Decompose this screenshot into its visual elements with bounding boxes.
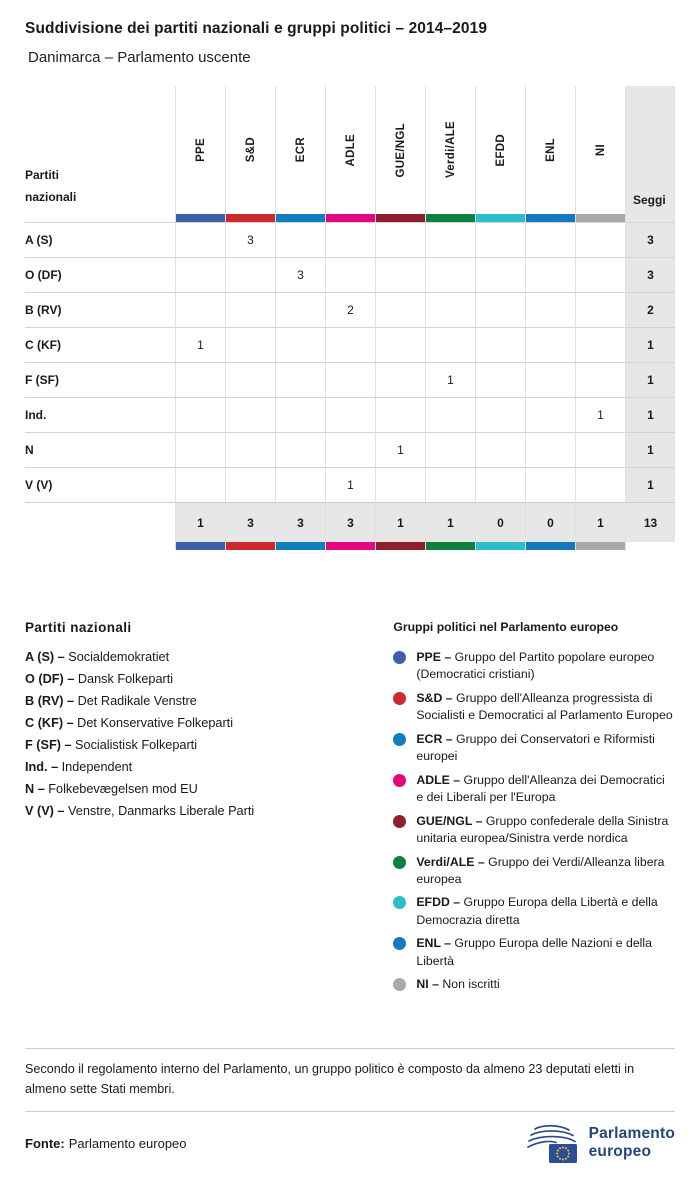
seat-cell-b-rv-ppe: [175, 292, 225, 327]
group-legend-text-wrap: [416, 976, 499, 993]
group-legend-text-wrap: [416, 813, 675, 848]
group-color-bar: [526, 542, 575, 550]
seat-cell-a-s-adle: [325, 222, 375, 257]
seat-cell-o-df-verdi-ale: [425, 257, 475, 292]
group-legend-text-wrap: [416, 690, 675, 725]
group-legend-text-wrap: [416, 854, 675, 889]
group-color-bar: [576, 542, 625, 550]
seat-cell-a-s-enl: [525, 222, 575, 257]
party-label-c-kf: C (KF): [25, 327, 175, 362]
group-legend-item: [393, 976, 675, 993]
seat-cell-b-rv-gue-ngl: [375, 292, 425, 327]
party-legend-item: [25, 650, 365, 664]
party-legend-label: A (S) –: [25, 650, 69, 664]
seat-cell-c-kf-ecr: [275, 327, 325, 362]
color-bar-ecr: [275, 542, 325, 550]
party-label-o-df: O (DF): [25, 257, 175, 292]
group-legend-text-wrap: [416, 649, 675, 684]
group-color-bar: [326, 542, 375, 550]
seat-cell-n-gue-ngl: 1: [375, 432, 425, 467]
party-label-a-s: A (S): [25, 222, 175, 257]
seat-cell-f-sf-adle: [325, 362, 375, 397]
group-legend-item: [393, 935, 675, 970]
party-legend-text: Folkebevægelsen mod EU: [48, 782, 198, 796]
group-header-label: GUE/NGL: [394, 122, 407, 178]
group-color-bar: [526, 214, 575, 222]
group-legend-text: Gruppo Europa delle Nazioni e della Libertà: [416, 936, 652, 968]
group-legend-text: Gruppo confederale della Sinistra unitaria europea/Sinistra verde nordica: [416, 813, 669, 846]
group-color-bar: [176, 214, 225, 222]
seat-cell-v-v-ppe: [175, 467, 225, 502]
party-legend-item: [25, 782, 365, 796]
color-bar-s-d: [225, 542, 275, 550]
seat-cell-v-v-adle: 1: [325, 467, 375, 502]
group-legend-label: ENL –: [416, 936, 455, 951]
seat-cell-f-sf-verdi-ale: 1: [425, 362, 475, 397]
seat-cell-a-s-ecr: [275, 222, 325, 257]
group-header-label: S&D: [244, 137, 257, 163]
color-bar-efdd: [475, 214, 525, 222]
group-color-dot: [393, 733, 406, 746]
party-legend-text: Dansk Folkeparti: [77, 672, 174, 686]
color-bar-efdd: [475, 542, 525, 550]
party-label-ind: Ind.: [25, 397, 175, 432]
group-color-dot: [393, 896, 406, 909]
seat-cell-f-sf-ni: [575, 362, 625, 397]
group-legend-text: Gruppo del Partito popolare europeo (Democratici cristiani): [416, 650, 655, 682]
seat-cell-n-s-d: [225, 432, 275, 467]
group-header-ppe: [175, 86, 225, 214]
color-bar-ppe: [175, 214, 225, 222]
group-legend-text-wrap: [416, 935, 675, 970]
group-color-dot: [393, 774, 406, 787]
seat-cell-a-s-ni: [575, 222, 625, 257]
group-header-label: EFDD: [494, 133, 507, 167]
group-header-ecr: [275, 86, 325, 214]
color-bar-enl: [525, 542, 575, 550]
seat-cell-o-df-enl: [525, 257, 575, 292]
bar-row-end: [625, 542, 675, 550]
group-color-bar: [426, 214, 475, 222]
group-legend-label: EFDD –: [416, 895, 464, 910]
group-legend-text: Gruppo dei Conservatori e Riformisti europei: [416, 731, 655, 764]
group-header-s-d: [225, 86, 275, 214]
seat-cell-o-df-ppe: [175, 257, 225, 292]
seat-cell-ind-gue-ngl: [375, 397, 425, 432]
party-legend-item: [25, 716, 365, 730]
party-legend-text: Det Konservative Folkeparti: [77, 716, 234, 730]
group-legend-label: ECR –: [416, 731, 456, 746]
parties-table: [25, 86, 675, 550]
party-label-f-sf: F (SF): [25, 362, 175, 397]
seat-cell-n-ppe: [175, 432, 225, 467]
seat-cell-v-v-verdi-ale: [425, 467, 475, 502]
group-header-label: ADLE: [344, 133, 357, 167]
seat-cell-v-v-enl: [525, 467, 575, 502]
seat-cell-c-kf-verdi-ale: [425, 327, 475, 362]
seat-cell-o-df-ni: [575, 257, 625, 292]
group-header-ni: [575, 86, 625, 214]
party-legend-text: Independent: [61, 760, 133, 774]
party-legend-text: Socialdemokratiet: [68, 650, 170, 664]
seat-cell-a-s-verdi-ale: [425, 222, 475, 257]
group-legend-text: Gruppo Europa della Libertà e della Democrazia diretta: [416, 895, 658, 927]
total-cell-ecr: 3: [275, 502, 325, 542]
color-bar-ni: [575, 542, 625, 550]
legend-groups: [393, 620, 675, 1000]
seat-cell-n-enl: [525, 432, 575, 467]
seat-cell-c-kf-s-d: [225, 327, 275, 362]
seat-cell-f-sf-ecr: [275, 362, 325, 397]
group-legend-text-wrap: [416, 894, 675, 929]
ep-logo: [523, 1122, 675, 1164]
group-legend-item: [393, 772, 675, 807]
total-cell-efdd: 0: [475, 502, 525, 542]
group-color-bar: [176, 542, 225, 550]
seats-cell-o-df: 3: [625, 257, 675, 292]
source-text: Parlamento europeo: [68, 1135, 187, 1151]
seat-cell-o-df-efdd: [475, 257, 525, 292]
seat-cell-o-df-gue-ngl: [375, 257, 425, 292]
seat-cell-ind-enl: [525, 397, 575, 432]
seat-cell-b-rv-ni: [575, 292, 625, 327]
total-cell-ppe: 1: [175, 502, 225, 542]
total-cell-ni: 1: [575, 502, 625, 542]
party-legend-label: V (V) –: [25, 804, 69, 818]
group-color-bar: [476, 542, 525, 550]
group-legend-text-wrap: [416, 772, 675, 807]
legend: [25, 620, 675, 1000]
color-bar-ecr: [275, 214, 325, 222]
seat-cell-v-v-s-d: [225, 467, 275, 502]
seat-cell-ind-s-d: [225, 397, 275, 432]
legend-parties-list: [25, 650, 365, 818]
group-header-label: Verdi/ALE: [444, 121, 457, 179]
seat-cell-v-v-gue-ngl: [375, 467, 425, 502]
group-header-label: ENL: [544, 138, 557, 162]
color-bar-ppe: [175, 542, 225, 550]
group-color-bar: [326, 214, 375, 222]
seats-cell-b-rv: 2: [625, 292, 675, 327]
total-cell-s-d: 3: [225, 502, 275, 542]
seat-cell-b-rv-enl: [525, 292, 575, 327]
seat-cell-o-df-adle: [325, 257, 375, 292]
group-color-bar: [576, 214, 625, 222]
group-color-bar: [376, 542, 425, 550]
seats-cell-n: 1: [625, 432, 675, 467]
group-color-dot: [393, 815, 406, 828]
seat-cell-v-v-ni: [575, 467, 625, 502]
source: [25, 1136, 187, 1151]
party-label-n: N: [25, 432, 175, 467]
seat-cell-ind-ppe: [175, 397, 225, 432]
party-legend-text: Det Radikale Venstre: [77, 694, 197, 708]
color-bar-gue-ngl: [375, 214, 425, 222]
seats-header-label: Seggi: [633, 193, 666, 207]
color-bar-adle: [325, 542, 375, 550]
ep-logo-text: [589, 1125, 675, 1163]
color-bar-enl: [525, 214, 575, 222]
seat-cell-n-efdd: [475, 432, 525, 467]
group-legend-item: [393, 731, 675, 766]
group-color-dot: [393, 856, 406, 869]
seat-cell-a-s-ppe: [175, 222, 225, 257]
table-corner-text: Partiti nazionali: [25, 167, 77, 204]
seat-cell-f-sf-enl: [525, 362, 575, 397]
bar-row-spacer: [25, 214, 175, 222]
seat-cell-ind-verdi-ale: [425, 397, 475, 432]
total-cell-verdi-ale: 1: [425, 502, 475, 542]
seat-cell-c-kf-ppe: 1: [175, 327, 225, 362]
party-legend-label: O (DF) –: [25, 672, 78, 686]
total-cell-adle: 3: [325, 502, 375, 542]
party-legend-item: [25, 738, 365, 752]
party-legend-label: N –: [25, 782, 49, 796]
seat-cell-c-kf-efdd: [475, 327, 525, 362]
total-cell-gue-ngl: 1: [375, 502, 425, 542]
party-legend-text: Socialistisk Folkeparti: [75, 738, 198, 752]
seat-cell-f-sf-gue-ngl: [375, 362, 425, 397]
group-legend-label: PPE –: [416, 650, 455, 664]
seat-cell-ind-ecr: [275, 397, 325, 432]
group-color-dot: [393, 692, 406, 705]
group-header-efdd: [475, 86, 525, 214]
group-header-label: PPE: [194, 138, 207, 162]
seat-cell-b-rv-s-d: [225, 292, 275, 327]
seat-cell-o-df-s-d: [225, 257, 275, 292]
party-legend-text: Venstre, Danmarks Liberale Parti: [68, 804, 255, 818]
seat-cell-a-s-efdd: [475, 222, 525, 257]
group-legend-label: Verdi/ALE –: [416, 854, 489, 869]
seat-cell-b-rv-adle: 2: [325, 292, 375, 327]
group-legend-item: [393, 894, 675, 929]
seats-cell-a-s: 3: [625, 222, 675, 257]
party-legend-item: [25, 694, 365, 708]
seats-header: [625, 86, 675, 214]
party-legend-label: F (SF) –: [25, 738, 76, 752]
ep-logo-icon: [523, 1122, 581, 1164]
ep-logo-text-line2: europeo: [588, 1143, 652, 1161]
seat-cell-a-s-s-d: 3: [225, 222, 275, 257]
party-legend-label: B (RV) –: [25, 694, 78, 708]
legend-parties: [25, 620, 365, 1000]
group-legend-text: Gruppo dell'Alleanza dei Democratici e dei Liberali per l'Europa: [416, 772, 665, 805]
legend-groups-list: [393, 649, 675, 994]
group-color-bar: [276, 214, 325, 222]
group-legend-item: [393, 690, 675, 725]
color-bar-ni: [575, 214, 625, 222]
group-color-bar: [476, 214, 525, 222]
party-legend-item: [25, 760, 365, 774]
total-cell-enl: 0: [525, 502, 575, 542]
party-legend-item: [25, 672, 365, 686]
group-legend-item: [393, 649, 675, 684]
bar-row-end: [625, 214, 675, 222]
color-bar-verdi-ale: [425, 542, 475, 550]
seat-cell-c-kf-ni: [575, 327, 625, 362]
seat-cell-c-kf-enl: [525, 327, 575, 362]
source-label: Fonte:: [25, 1135, 65, 1151]
group-legend-item: [393, 854, 675, 889]
seat-cell-c-kf-gue-ngl: [375, 327, 425, 362]
party-legend-label: C (KF) –: [25, 716, 78, 730]
table-corner-label: [25, 86, 175, 214]
ep-logo-text-line1: Parlamento: [588, 1124, 675, 1142]
group-legend-item: [393, 813, 675, 848]
party-label-b-rv: B (RV): [25, 292, 175, 327]
legend-parties-title: Partiti nazionali: [25, 620, 132, 635]
footer: [25, 1112, 675, 1164]
seat-cell-v-v-efdd: [475, 467, 525, 502]
group-header-adle: [325, 86, 375, 214]
color-bar-verdi-ale: [425, 214, 475, 222]
group-color-bar: [226, 542, 275, 550]
party-label-v-v: V (V): [25, 467, 175, 502]
seat-cell-v-v-ecr: [275, 467, 325, 502]
seat-cell-f-sf-efdd: [475, 362, 525, 397]
seat-cell-n-ecr: [275, 432, 325, 467]
group-color-dot: [393, 651, 406, 664]
group-legend-label: ADLE –: [416, 772, 464, 787]
group-header-gue-ngl: [375, 86, 425, 214]
seat-cell-o-df-ecr: 3: [275, 257, 325, 292]
page-title: Suddivisione dei partiti nazionali e gruppi politici – 2014–2019: [25, 20, 488, 37]
group-legend-text: Non iscritti: [442, 977, 500, 992]
color-bar-s-d: [225, 214, 275, 222]
group-header-verdi-ale: [425, 86, 475, 214]
seat-cell-n-ni: [575, 432, 625, 467]
total-seats-cell: 13: [625, 502, 675, 542]
total-row-spacer: [25, 502, 175, 542]
seat-cell-a-s-gue-ngl: [375, 222, 425, 257]
group-color-dot: [393, 978, 406, 991]
bar-row-spacer: [25, 542, 175, 550]
seat-cell-n-adle: [325, 432, 375, 467]
legend-groups-title: Gruppi politici nel Parlamento europeo: [393, 620, 619, 634]
group-color-bar: [376, 214, 425, 222]
group-header-enl: [525, 86, 575, 214]
color-bar-gue-ngl: [375, 542, 425, 550]
seats-cell-c-kf: 1: [625, 327, 675, 362]
color-bar-adle: [325, 214, 375, 222]
seat-cell-ind-adle: [325, 397, 375, 432]
seat-cell-ind-efdd: [475, 397, 525, 432]
seat-cell-f-sf-ppe: [175, 362, 225, 397]
group-legend-text-wrap: [416, 731, 675, 766]
seat-cell-ind-ni: 1: [575, 397, 625, 432]
group-legend-label: GUE/NGL –: [416, 813, 486, 828]
group-color-bar: [276, 542, 325, 550]
group-legend-text: Gruppo dei Verdi/Alleanza libera europea: [416, 854, 665, 886]
group-color-bar: [226, 214, 275, 222]
group-header-label: NI: [594, 143, 607, 157]
seat-cell-b-rv-efdd: [475, 292, 525, 327]
group-legend-label: S&D –: [416, 690, 456, 705]
group-color-dot: [393, 937, 406, 950]
party-legend-label: Ind. –: [25, 760, 62, 774]
footnote: Secondo il regolamento interno del Parlamento, un gruppo politico è composto da almeno 23 deputati eletti in almeno sette Stati membri.: [25, 1048, 675, 1113]
seat-cell-b-rv-ecr: [275, 292, 325, 327]
group-color-bar: [426, 542, 475, 550]
group-legend-label: NI –: [416, 977, 443, 992]
page-subtitle: Danimarca – Parlamento uscente: [28, 49, 251, 66]
seat-cell-f-sf-s-d: [225, 362, 275, 397]
seats-cell-f-sf: 1: [625, 362, 675, 397]
seat-cell-b-rv-verdi-ale: [425, 292, 475, 327]
seats-cell-v-v: 1: [625, 467, 675, 502]
seat-cell-c-kf-adle: [325, 327, 375, 362]
party-legend-item: [25, 804, 365, 818]
seat-cell-n-verdi-ale: [425, 432, 475, 467]
group-legend-text: Gruppo dell'Alleanza progressista di Socialisti e Democratici al Parlamento Europeo: [416, 690, 673, 723]
group-header-label: ECR: [294, 137, 307, 163]
seats-cell-ind: 1: [625, 397, 675, 432]
